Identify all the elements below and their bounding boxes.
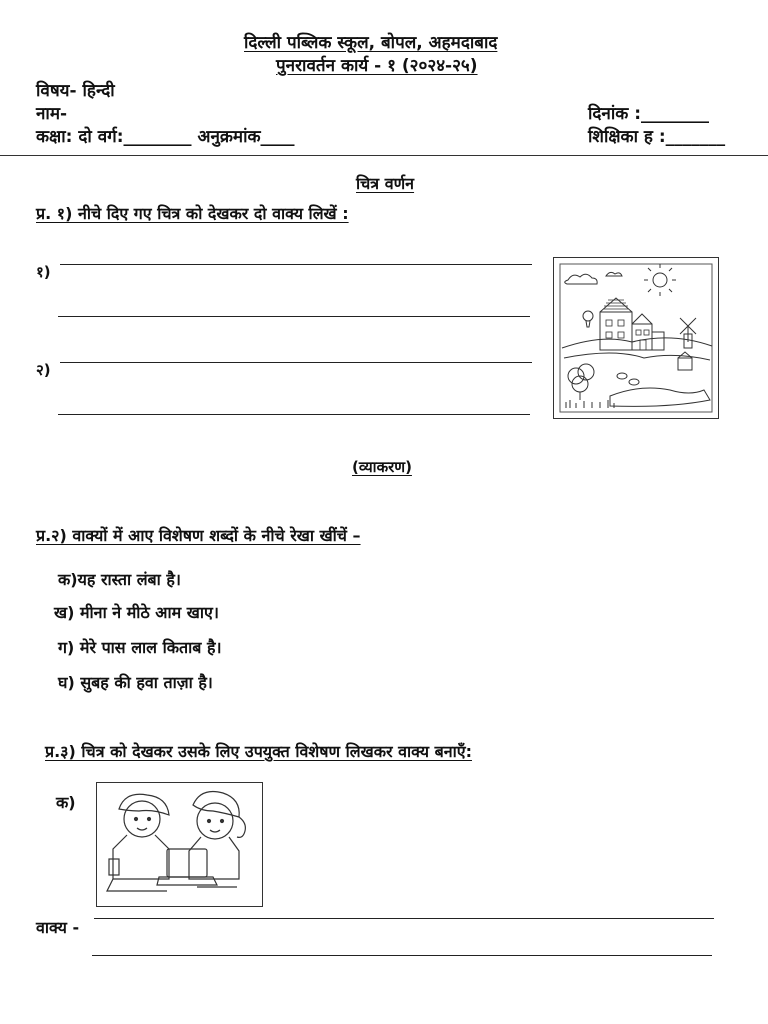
school-name: दिल्ली पब्लिक स्कूल, बोपल, अहमदाबाद xyxy=(244,33,498,53)
answer-number-1: १) xyxy=(36,263,51,281)
sentence-item: घ) सुबह की हवा ताज़ा है। xyxy=(58,673,213,692)
date-label: दिनांक :________ xyxy=(588,104,710,124)
answer-number-2: २) xyxy=(36,361,51,379)
sentence-item: ख) मीना ने मीठे आम खाए। xyxy=(54,603,219,622)
teacher-label: शिक्षिका ह :_______ xyxy=(588,127,726,147)
village-scene-picture xyxy=(553,257,719,419)
subject-label: विषय- हिन्दी xyxy=(36,81,115,101)
name-label: नाम- xyxy=(36,104,68,124)
sentence-item: क)यह रास्ता लंबा है। xyxy=(58,570,181,589)
worksheet-title: पुनरावर्तन कार्य - १ (२०२४-२५) xyxy=(276,56,478,76)
header-divider xyxy=(0,155,768,156)
answer-line xyxy=(58,316,530,317)
answer-line xyxy=(58,414,530,415)
sentence-label: वाक्य - xyxy=(36,918,80,937)
item-label: क) xyxy=(56,793,76,812)
answer-line xyxy=(60,264,532,265)
answer-line xyxy=(92,955,712,956)
section1-title: चित्र वर्णन xyxy=(356,174,415,193)
question-2: प्र.२) वाक्यों में आए विशेषण शब्दों के नीचे रेखा खींचें – xyxy=(36,526,361,545)
answer-line xyxy=(94,918,714,919)
sentence-item: ग) मेरे पास लाल किताब है। xyxy=(58,638,222,657)
answer-line xyxy=(60,362,532,363)
question-3: प्र.३) चित्र को देखकर उसके लिए उपयुक्त विशेषण लिखकर वाक्य बनाएँ: xyxy=(45,742,472,761)
children-laptop-picture xyxy=(96,782,263,907)
class-roll-label: कक्षा: दो वर्ग:________ अनुक्रमांक____ xyxy=(36,127,295,147)
question-1: प्र. १) नीचे दिए गए चित्र को देखकर दो वाक्य लिखें : xyxy=(36,204,349,223)
section2-title: (व्याकरण) xyxy=(352,458,412,476)
